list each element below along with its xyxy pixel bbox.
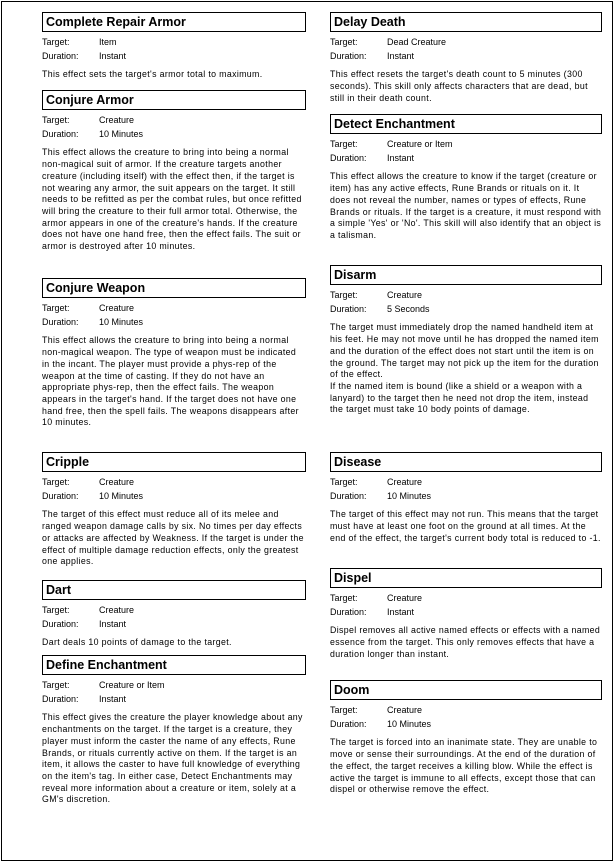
- entry-meta: [330, 35, 602, 63]
- entry-dispel: [330, 568, 602, 661]
- entry-cripple: [42, 452, 306, 568]
- entry-description: [42, 335, 306, 429]
- target-row: [42, 603, 306, 617]
- duration-value: 10 Minutes: [99, 317, 144, 328]
- target-row: [330, 591, 602, 605]
- entry-meta: [330, 703, 602, 731]
- duration-label: Duration:: [42, 51, 79, 62]
- description-paragraph: The target of this effect must reduce all of its melee and ranged weapon damage calls by six. No times per day effects or attacks are affected by Weakness. If the target is under the effect of multiple damage reduction effects, only the greatest one applies.: [42, 509, 304, 567]
- target-value: Creature: [99, 477, 135, 487]
- description-paragraph: Dart deals 10 points of damage to the target.: [42, 637, 232, 648]
- entry-description: [42, 712, 306, 806]
- duration-label: Duration:: [330, 51, 367, 62]
- target-row: [42, 475, 306, 489]
- duration-value: 10 Minutes: [99, 129, 144, 140]
- target-value: Creature: [99, 303, 135, 313]
- target-value: Creature: [387, 290, 423, 300]
- description-paragraph: This effect resets the target's death count to 5 minutes (300 seconds). This skill only affects characters that are dead, but still in their death count.: [330, 69, 588, 103]
- entry-complete-repair-armor: [42, 12, 306, 81]
- entry-meta: [42, 678, 306, 706]
- entry-title: Dispel: [330, 568, 602, 588]
- target-row: [42, 678, 306, 692]
- target-row: [330, 288, 602, 302]
- entry-meta: [42, 603, 306, 631]
- target-value: Item: [99, 37, 117, 47]
- duration-row: [42, 617, 306, 631]
- entry-title: Conjure Weapon: [42, 278, 306, 298]
- duration-label: Duration:: [42, 129, 79, 140]
- duration-value: 10 Minutes: [99, 491, 144, 502]
- duration-value: 10 Minutes: [387, 491, 432, 502]
- entry-title: Disease: [330, 452, 602, 472]
- duration-label: Duration:: [42, 694, 79, 705]
- duration-label: Duration:: [330, 491, 367, 502]
- target-row: [330, 35, 602, 49]
- entry-description: [330, 625, 602, 660]
- target-value: Dead Creature: [387, 37, 447, 47]
- entry-title: Complete Repair Armor: [42, 12, 306, 32]
- duration-row: [42, 127, 306, 141]
- entry-meta: [330, 475, 602, 503]
- duration-value: 10 Minutes: [387, 719, 432, 730]
- target-value: Creature: [387, 705, 423, 715]
- duration-value: Instant: [99, 694, 127, 705]
- duration-value: Instant: [99, 619, 127, 630]
- target-label: Target:: [330, 593, 358, 603]
- duration-label: Duration:: [330, 304, 367, 315]
- description-paragraph: This effect sets the target's armor total to maximum.: [42, 69, 263, 80]
- description-paragraph: This effect gives the creature the player knowledge about any enchantments on the target. If the target is a creature, they player must inform the caster the name of any effects, Rune Brands, or rituals currently active on them. If the target is an item, it allows the caster to have full knowledge of everything on the item's tag. In either case, Detect Enchantments may reveal more information about a creature or item, solely at a GM's discretion.: [42, 712, 303, 805]
- target-label: Target:: [330, 705, 358, 715]
- duration-row: [330, 49, 602, 63]
- target-label: Target:: [330, 37, 358, 47]
- entry-conjure-weapon: [42, 278, 306, 429]
- duration-label: Duration:: [330, 719, 367, 730]
- entry-dart: [42, 580, 306, 649]
- duration-row: [330, 489, 602, 503]
- duration-label: Duration:: [330, 153, 367, 164]
- duration-row: [330, 302, 602, 316]
- duration-label: Duration:: [42, 491, 79, 502]
- target-row: [330, 703, 602, 717]
- target-row: [330, 137, 602, 151]
- description-paragraph: This effect allows the creature to bring into being a normal non-magical weapon. The type of weapon must be indicated in the incant. The player must provide a phys-rep of the weapon at the time of casting. If they do not have an appropriate phys-rep, then the effect fails. The weapon appears in the target's hand. If the target does not have one hand free, then the spell fails. The weapons disappears after 10 minutes.: [42, 335, 299, 428]
- entry-detect-enchantment: [330, 114, 602, 242]
- duration-value: Instant: [387, 607, 415, 618]
- description-paragraph: The target is forced into an inanimate state. They are unable to move or sense their surroundings. At the end of the duration of the effect, the target receives a killing blow. While the effect is active the target is immune to all effects, except those that can dispel or otherwise remove the effect.: [330, 737, 598, 795]
- entry-meta: [42, 301, 306, 329]
- target-row: [42, 35, 306, 49]
- target-label: Target:: [42, 115, 70, 125]
- duration-value: Instant: [387, 51, 415, 62]
- duration-row: [42, 49, 306, 63]
- entry-title: Disarm: [330, 265, 602, 285]
- description-paragraph: This effect allows the creature to bring into being a normal non-magical suit of armor. If the creature targets another creature (including itself) with the effect then, if the target is not wearing any armor, the suit appears on the target. It still needs to be refitted as per the combat rules, but once refitted will bring the creature to their full armor total. Otherwise, the armor appears in one of the creature's hands. If the creature does not have one hand free, then the effect fails. The suit or armor is destroyed after 10 minutes.: [42, 147, 302, 252]
- entry-meta: [42, 475, 306, 503]
- entry-meta: [42, 35, 306, 63]
- duration-label: Duration:: [42, 317, 79, 328]
- entry-meta: [330, 591, 602, 619]
- target-value: Creature: [387, 593, 423, 603]
- target-label: Target:: [42, 605, 70, 615]
- target-label: Target:: [330, 477, 358, 487]
- target-label: Target:: [42, 680, 70, 690]
- duration-row: [42, 315, 306, 329]
- entry-title: Detect Enchantment: [330, 114, 602, 134]
- target-value: Creature: [99, 115, 135, 125]
- entry-description: [42, 69, 306, 81]
- target-label: Target:: [42, 477, 70, 487]
- entry-disease: [330, 452, 602, 545]
- target-label: Target:: [42, 303, 70, 313]
- entry-title: Define Enchantment: [42, 655, 306, 675]
- description-paragraph: Dispel removes all active named effects or effects with a named essence from the target. This only removes effects that have a duration longer than instant.: [330, 625, 601, 659]
- entry-doom: [330, 680, 602, 796]
- duration-row: [330, 717, 602, 731]
- target-value: Creature or Item: [387, 139, 453, 149]
- target-label: Target:: [42, 37, 70, 47]
- entry-title: Doom: [330, 680, 602, 700]
- duration-row: [42, 692, 306, 706]
- target-row: [330, 475, 602, 489]
- duration-label: Duration:: [330, 607, 367, 618]
- target-label: Target:: [330, 139, 358, 149]
- entry-title: Conjure Armor: [42, 90, 306, 110]
- entry-disarm: [330, 265, 602, 416]
- duration-row: [42, 489, 306, 503]
- entry-define-enchantment: [42, 655, 306, 806]
- duration-value: Instant: [99, 51, 127, 62]
- target-value: Creature: [387, 477, 423, 487]
- description-paragraph: The target of this effect may not run. This means that the target must have at least one foot on the ground at all times. At the end of the effect, the target's current body total is reduced to -1.: [330, 509, 601, 543]
- target-label: Target:: [330, 290, 358, 300]
- entry-description: [330, 69, 602, 104]
- target-value: Creature: [99, 605, 135, 615]
- entry-title: Dart: [42, 580, 306, 600]
- entry-description: [330, 509, 602, 544]
- entry-description: [330, 171, 602, 241]
- entry-description: [42, 509, 306, 568]
- description-paragraph: If the named item is bound (like a shield or a weapon with a lanyard) to the target then he need not drop the item, instead the target must take 10 body points of damage.: [330, 380, 589, 415]
- entry-meta: [330, 288, 602, 316]
- duration-row: [330, 151, 602, 165]
- entry-delay-death: [330, 12, 602, 105]
- target-row: [42, 113, 306, 127]
- entry-description: [330, 737, 602, 796]
- target-row: [42, 301, 306, 315]
- entry-conjure-armor: [42, 90, 306, 253]
- duration-value: Instant: [387, 153, 415, 164]
- entry-description: [42, 147, 306, 252]
- entry-meta: [42, 113, 306, 141]
- entry-description: [330, 322, 602, 416]
- target-value: Creature or Item: [99, 680, 165, 690]
- entry-description: [42, 637, 306, 649]
- duration-row: [330, 605, 602, 619]
- entry-title: Delay Death: [330, 12, 602, 32]
- entry-meta: [330, 137, 602, 165]
- entry-title: Cripple: [42, 452, 306, 472]
- description-paragraph: This effect allows the creature to know if the target (creature or item) has any active effects, Rune Brands or rituals on it. It does not reveal the number, names or types of effects, Rune Brands or rituals. If the target is a creature, it must respond with a simple 'Yes' or 'No'. This skill will also identify that an object is a talisman.: [330, 171, 602, 240]
- duration-value: 5 Seconds: [387, 304, 430, 315]
- duration-label: Duration:: [42, 619, 79, 630]
- description-paragraph: The target must immediately drop the named handheld item at his feet. He may not move until he has dropped the named item and the duration of the effect does not start until the item is on the ground. The target may not pick up the item for the duration of the effect.: [330, 322, 599, 380]
